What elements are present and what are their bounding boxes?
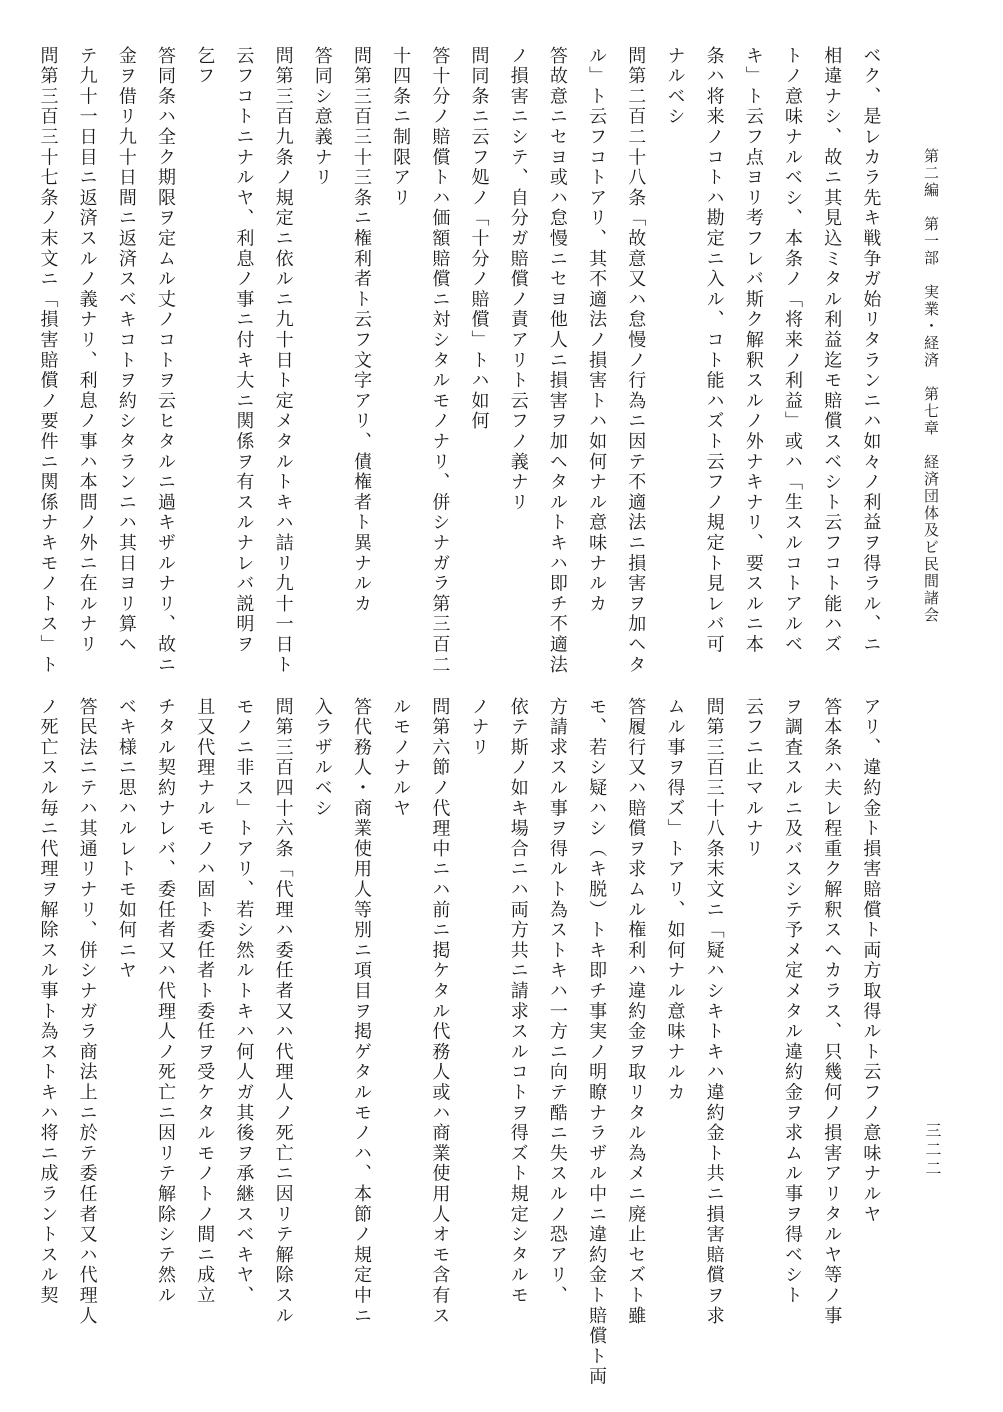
text-column: 答十分ノ賠償トハ価額賠償ニ対シタルモノナリ、併シナガラ第三百二 — [429, 46, 451, 676]
text-column: 依テ斯ノ如キ場合ニハ両方共ニ請求スルコトヲ得ズト規定シタルモ — [507, 697, 529, 1306]
text-column: ルモノナルヤ — [390, 697, 412, 819]
text-column: ヲ調査スルニ及バスシテ予メ定メタル違約金ヲ求ムル事ヲ得ベシト — [782, 697, 804, 1306]
text-column: 方請求スル事ヲ得ルト為ストキハ一方ニ向テ酷ニ失スルノ恐アリ、 — [546, 697, 568, 1306]
text-column: トノ意味ナルベシ、本条ノ「将来ノ利益」或ハ「生スルコトアルベ — [782, 46, 804, 655]
text-column: 十四条ニ制限アリ — [390, 46, 412, 209]
text-column: 乞フ — [194, 46, 216, 87]
text-column: ベク、是レカラ先キ戦争ガ始リタランニハ如々ノ利益ヲ得ラル、ニ — [860, 46, 882, 655]
text-column: ノ損害ニシテ、自分ガ賠償ノ責アリト云フノ義ナリ — [507, 46, 529, 513]
text-column: 答同シ意義ナリ — [311, 46, 333, 189]
text-column: ノ死亡スル毎ニ代理ヲ解除スル事ト為ストキハ将ニ成ラントスル契 — [37, 697, 59, 1306]
text-column: 問第三百三十八条末文ニ「疑ハシキトキハ違約金ト共ニ損害賠償ヲ求 — [703, 697, 725, 1327]
text-column: ナルベシ — [664, 46, 686, 128]
text-column: 問第三百九条ノ規定ニ依ルニ九十日ト定メタルトキハ詰リ九十一日ト — [272, 46, 294, 676]
text-column: 金ヲ借リ九十日間ニ返済スベキコトヲ約シタランニハ其日ヨリ算ヘ — [115, 46, 137, 655]
text-column: 答本条ハ夫レ程重ク解釈スヘカラス、只幾何ノ損害アリタルヤ等ノ事 — [821, 697, 843, 1327]
running-header: 第二編 第一部 実業・経済 第七章 経済団体及ビ民間諸会 — [922, 148, 940, 624]
text-column: モノニ非ス」トアリ、若シ然ルトキハ何人ガ其後ヲ承継スベキヤ、 — [233, 697, 255, 1306]
bottom-text-block — [37, 697, 890, 1388]
text-column: 問第三百三十三条ニ権利者ト云フ文字アリ、債権者ト異ナルカ — [350, 46, 372, 615]
text-column: 答代務人・商業使用人等別ニ項目ヲ掲ゲタルモノハ、本節ノ規定中ニ — [350, 697, 372, 1327]
text-column: 問第二百二十八条「故意又ハ怠慢ノ行為ニ因テ不適法ニ損害ヲ加ヘタ — [625, 46, 647, 676]
text-column: 問同条ニ云フ処ノ「十分ノ賠償」トハ如何 — [468, 46, 490, 432]
text-column: 答同条ハ全ク期限ヲ定ムル丈ノコトヲ云ヒタルニ過キザルナリ、故ニ — [155, 46, 177, 676]
text-column: アリ、違約金ト損害賠償ト両方取得ルト云フノ意味ナルヤ — [860, 697, 882, 1225]
text-column: 条ハ将来ノコトハ勘定ニ入ル、コト能ハズト云フノ規定ト見レバ可 — [703, 46, 725, 655]
text-column: 且又代理ナルモノハ固ト委任者ト委任ヲ受ケタルモノトノ間ニ成立 — [194, 697, 216, 1306]
text-column: ル」ト云フコトアリ、其不適法ノ損害トハ如何ナル意味ナルカ — [586, 46, 608, 615]
text-column: チタル契約ナレバ、委任者又ハ代理人ノ死亡ニ因リテ解除シテ然ル — [155, 697, 177, 1306]
text-column: ノナリ — [468, 697, 490, 758]
text-column: テ九十一日目ニ返済スルノ義ナリ、利息ノ事ハ本問ノ外ニ在ルナリ — [76, 46, 98, 655]
text-column: 答民法ニテハ其通リナリ、併シナガラ商法上ニ於テ委任者又ハ代理人 — [76, 697, 98, 1327]
text-column: ベキ様ニ思ハルレトモ如何ニヤ — [115, 697, 137, 982]
text-column: ムル事ヲ得ズ」トアリ、如何ナル意味ナルカ — [664, 697, 686, 1103]
text-column: 答履行又ハ賠償ヲ求ムル権利ハ違約金ヲ取リタル為メニ廃止セズト雖 — [625, 697, 647, 1327]
text-column: 云フコトニナルヤ、利息ノ事ニ付キ大ニ関係ヲ有スルナレバ説明ヲ — [233, 46, 255, 655]
text-column: 問第三百四十六条「代理ハ委任者又ハ代理人ノ死亡ニ因リテ解除スル — [272, 697, 294, 1327]
text-column: 問第三百三十七条ノ末文ニ「損害賠償ノ要件ニ関係ナキモノトス」ト — [37, 46, 59, 676]
text-column: 相違ナシ、故ニ其見込ミタル利益迄モ賠償スベシト云フコト能ハズ — [821, 46, 843, 655]
page-number: 三二二 — [923, 1122, 942, 1179]
text-column: 入ラザルベシ — [311, 697, 333, 819]
text-column: モ、若シ疑ハシ（キ脱）トキ即チ事実ノ明瞭ナラザル中ニ違約金ト賠償ト両 — [586, 697, 608, 1388]
text-column: キ」ト云フ点ヨリ考フレバ斯ク解釈スルノ外ナキナリ、要スルニ本 — [742, 46, 764, 655]
top-text-block — [37, 46, 890, 676]
text-column: 云フニ止マルナリ — [742, 697, 764, 860]
text-column: 答故意ニセヨ或ハ怠慢ニセヨ他人ニ損害ヲ加ヘタルトキハ即チ不適法 — [546, 46, 568, 676]
text-column: 問第六節ノ代理中ニハ前ニ掲ケタル代務人或ハ商業使用人オモ含有ス — [429, 697, 451, 1327]
